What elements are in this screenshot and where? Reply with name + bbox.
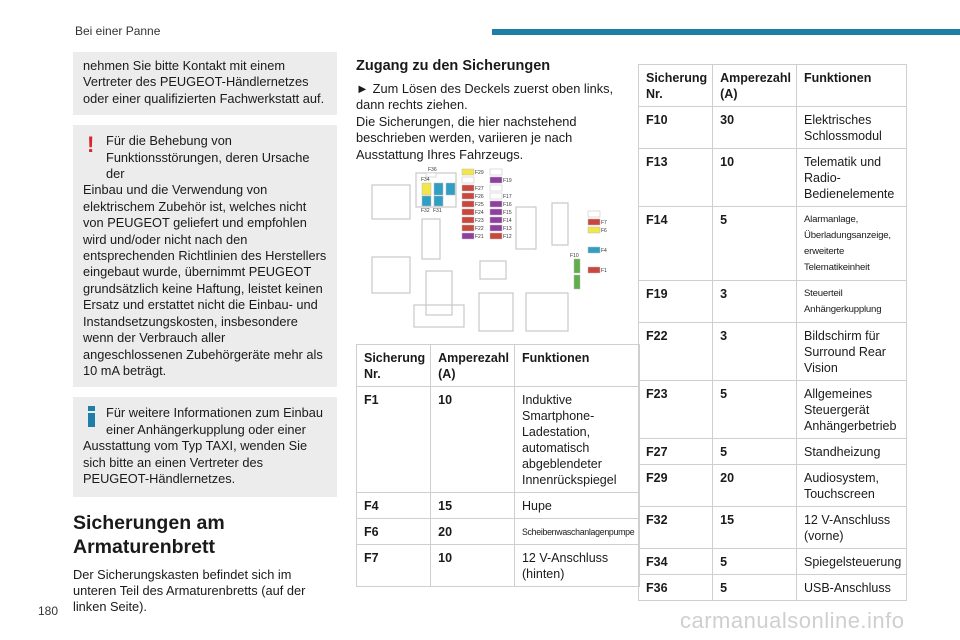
fuse-number-cell: F7 bbox=[357, 545, 431, 587]
fuse-label: F32 bbox=[421, 208, 430, 214]
diagram-relay bbox=[526, 293, 568, 331]
fuse-label: F23 bbox=[475, 218, 484, 224]
fuse-label: F12 bbox=[503, 234, 512, 240]
fuse-label: F15 bbox=[503, 210, 512, 216]
info-box-contact-text: nehmen Sie bitte Kontakt mit einem Vertreter des PEUGEOT-Händlernetzes oder einer qualifizierten Fachwerkstatt auf. bbox=[83, 58, 325, 106]
fuse-label: F25 bbox=[475, 202, 484, 208]
amperage-cell: 10 bbox=[431, 387, 515, 493]
fuse-label: F7 bbox=[601, 220, 607, 226]
header-amperage: Amperezahl (A) bbox=[431, 345, 515, 387]
header-amperage: Amperezahl (A) bbox=[713, 65, 797, 107]
header-fuse-number: Sicherung Nr. bbox=[357, 345, 431, 387]
fuse-label: F34 bbox=[421, 177, 430, 183]
fuse-slot bbox=[490, 193, 502, 199]
fuse-label: F13 bbox=[503, 226, 512, 232]
table-row bbox=[639, 281, 907, 323]
diagram-relay bbox=[372, 257, 410, 293]
warning-text-first: Für die Behebung von Funktionsstörungen, deren Ursache der bbox=[106, 133, 310, 182]
fuse-label: F36 bbox=[428, 167, 437, 173]
info-box-towbar bbox=[73, 397, 337, 497]
table-row bbox=[639, 107, 907, 149]
fuse-number-cell: F13 bbox=[639, 149, 713, 207]
fuse-slot bbox=[588, 227, 600, 233]
function-cell: Steuerteil Anhängerkupplung bbox=[796, 281, 906, 323]
fuse-label: F16 bbox=[503, 202, 512, 208]
watermark: carmanualsonline.info bbox=[680, 608, 905, 633]
fuse-slot bbox=[422, 183, 431, 195]
function-cell: Standheizung bbox=[796, 439, 906, 465]
function-cell: Allgemeines Steuergerät Anhängerbetrieb bbox=[796, 381, 906, 439]
function-cell: Elektrisches Schlossmodul bbox=[796, 107, 906, 149]
function-cell: Bildschirm für Surround Rear Vision bbox=[796, 323, 906, 381]
amperage-cell: 5 bbox=[713, 575, 797, 601]
fuse-label: F17 bbox=[503, 194, 512, 200]
fuse-slot bbox=[588, 211, 600, 217]
fuse-label: F21 bbox=[475, 234, 484, 240]
function-cell: Scheibenwaschanlagenpumpe bbox=[514, 519, 639, 545]
function-cell: Alarmanlage, Überladungsanzeige, erweiterte Telematikeinheit bbox=[796, 207, 906, 281]
fuse-slot bbox=[588, 219, 600, 225]
diagram-relay bbox=[516, 207, 536, 249]
amperage-cell: 15 bbox=[431, 493, 515, 519]
fuse-slot bbox=[490, 233, 502, 239]
fuse-table-1-header bbox=[357, 345, 640, 387]
fuse-slot bbox=[462, 169, 474, 175]
fuse-slot bbox=[462, 233, 474, 239]
amperage-cell: 5 bbox=[713, 549, 797, 575]
fuse-slot bbox=[434, 183, 443, 195]
fuse-number-cell: F22 bbox=[639, 323, 713, 381]
fuse-table-2-header bbox=[639, 65, 907, 107]
fuse-slot bbox=[574, 275, 580, 289]
table-row bbox=[357, 519, 640, 545]
fuse-label: F1 bbox=[601, 268, 607, 274]
amperage-cell: 10 bbox=[431, 545, 515, 587]
table-row bbox=[639, 575, 907, 601]
amperage-cell: 20 bbox=[713, 465, 797, 507]
warning-box bbox=[73, 125, 337, 387]
fuse-slot bbox=[490, 201, 502, 207]
table-row bbox=[639, 323, 907, 381]
fuse-slot bbox=[462, 201, 474, 207]
fuse-slot bbox=[422, 196, 431, 206]
info-text-first: Für weitere Informationen zum Einbau einer Anhängerkupplung oder einer bbox=[106, 405, 323, 437]
function-cell: Telematik und Radio-Bedienelemente bbox=[796, 149, 906, 207]
section-title-dashboard-fuses: Sicherungen am Armaturenbrett bbox=[73, 512, 225, 559]
fuse-slot bbox=[462, 209, 474, 215]
diagram-relay bbox=[414, 305, 464, 327]
table-row bbox=[639, 507, 907, 549]
function-cell: 12 V-Anschluss (vorne) bbox=[796, 507, 906, 549]
function-cell: USB-Anschluss bbox=[796, 575, 906, 601]
fuse-label: F24 bbox=[475, 210, 484, 216]
info-icon bbox=[88, 406, 96, 428]
fuse-label: F10 bbox=[570, 253, 579, 259]
fuse-number-cell: F29 bbox=[639, 465, 713, 507]
fuse-slot bbox=[574, 259, 580, 273]
fuse-slot bbox=[490, 177, 502, 183]
fuse-label: F4 bbox=[601, 248, 607, 254]
fuse-slot bbox=[462, 193, 474, 199]
fuse-label: F6 bbox=[601, 228, 607, 234]
fuse-number-cell: F32 bbox=[639, 507, 713, 549]
access-fuses-note: Die Sicherungen, die hier nachstehend beschrieben werden, variieren je nach Ausstattung Ihres Fahrzeugs. bbox=[356, 113, 577, 162]
fuse-slot bbox=[490, 185, 502, 191]
table-row bbox=[639, 381, 907, 439]
fuse-slot bbox=[434, 196, 443, 206]
access-fuses-title: Zugang zu den Sicherungen bbox=[356, 58, 551, 74]
table-row bbox=[639, 549, 907, 575]
diagram-relay bbox=[552, 203, 568, 245]
table-row bbox=[357, 387, 640, 493]
fuse-number-cell: F14 bbox=[639, 207, 713, 281]
header-functions: Funktionen bbox=[514, 345, 639, 387]
table-row bbox=[357, 545, 640, 587]
function-cell: Induktive Smartphone-Ladestation, automatisch abgeblendeter Innenrückspiegel bbox=[514, 387, 639, 493]
fuse-slot bbox=[490, 209, 502, 215]
warning-text-rest: Einbau und die Verwendung von elektrischem Zubehör ist, welches nicht von PEUGEOT geliefert und empfohlen wird und/oder nicht nach den entsprechenden Richtlinien des Herstellers eingebaut wurde, übernimmt PEUGEOT grundsätzlich keine Haftung, leistet keinen Ersatz und erstattet nicht die Einbau- und Instandsetzungskosten, insbesondere wenn der Verbrauch aller angeschlossenen Zubehörgeräte mehr als 10 mA beträgt. bbox=[83, 182, 327, 378]
fuse-label: F22 bbox=[475, 226, 484, 232]
amperage-cell: 30 bbox=[713, 107, 797, 149]
fuse-slot bbox=[462, 225, 474, 231]
fuse-slot bbox=[490, 225, 502, 231]
fuse-slot bbox=[490, 169, 502, 175]
fuse-label: F29 bbox=[475, 170, 484, 176]
table-row bbox=[639, 465, 907, 507]
page-number: 180 bbox=[38, 604, 59, 618]
header-fuse-number: Sicherung Nr. bbox=[639, 65, 713, 107]
fuse-label: F14 bbox=[503, 218, 512, 224]
fuse-label: F31 bbox=[433, 208, 442, 214]
section-text-fusebox-location: Der Sicherungskasten befindet sich im unteren Teil des Armaturenbretts (auf der linken Seite). bbox=[73, 567, 306, 615]
info-box-contact bbox=[73, 52, 337, 115]
fuse-number-cell: F6 bbox=[357, 519, 431, 545]
table-row bbox=[639, 149, 907, 207]
table-row bbox=[639, 439, 907, 465]
fuse-number-cell: F1 bbox=[357, 387, 431, 493]
fuse-slot bbox=[462, 177, 474, 183]
access-fuses-step-text: Zum Lösen des Deckels zuerst oben links, dann rechts ziehen. bbox=[356, 81, 614, 113]
fuse-label: F19 bbox=[503, 178, 512, 184]
fuse-number-cell: F23 bbox=[639, 381, 713, 439]
function-cell: Audiosystem, Touchscreen bbox=[796, 465, 906, 507]
function-cell: Spiegelsteuerung bbox=[796, 549, 906, 575]
table-row bbox=[639, 207, 907, 281]
fuse-number-cell: F34 bbox=[639, 549, 713, 575]
left-column bbox=[73, 52, 337, 615]
header-functions: Funktionen bbox=[796, 65, 906, 107]
fuse-number-cell: F19 bbox=[639, 281, 713, 323]
function-cell: Hupe bbox=[514, 493, 639, 519]
fuse-slot bbox=[588, 247, 600, 253]
fuse-slot bbox=[490, 217, 502, 223]
fuse-table-2 bbox=[638, 64, 907, 601]
table-row bbox=[357, 493, 640, 519]
diagram-relay bbox=[372, 185, 410, 219]
page-header-title: Bei einer Panne bbox=[75, 24, 161, 38]
middle-column bbox=[356, 57, 621, 163]
diagram-relay bbox=[426, 271, 452, 315]
fuse-number-cell: F27 bbox=[639, 439, 713, 465]
warning-exclamation-icon: ! bbox=[87, 132, 95, 158]
amperage-cell: 5 bbox=[713, 439, 797, 465]
fuse-slot bbox=[462, 185, 474, 191]
fuse-number-cell: F10 bbox=[639, 107, 713, 149]
step-arrow-icon: ► bbox=[356, 81, 369, 96]
amperage-cell: 10 bbox=[713, 149, 797, 207]
fuse-slot bbox=[588, 267, 600, 273]
fuse-table-1 bbox=[356, 344, 640, 587]
info-text-rest: Ausstattung vom Typ TAXI, wenden Sie sich bitte an einen Vertreter des PEUGEOT-Händlernetzes. bbox=[83, 438, 308, 486]
amperage-cell: 3 bbox=[713, 323, 797, 381]
diagram-relay bbox=[479, 293, 513, 331]
diagram-relay bbox=[480, 261, 506, 279]
fuse-slot bbox=[462, 217, 474, 223]
fusebox-diagram bbox=[366, 163, 610, 335]
amperage-cell: 5 bbox=[713, 207, 797, 281]
fuse-slot bbox=[446, 183, 455, 195]
amperage-cell: 20 bbox=[431, 519, 515, 545]
amperage-cell: 3 bbox=[713, 281, 797, 323]
diagram-relay bbox=[422, 219, 440, 259]
function-cell: 12 V-Anschluss (hinten) bbox=[514, 545, 639, 587]
amperage-cell: 5 bbox=[713, 381, 797, 439]
fuse-label: F26 bbox=[475, 194, 484, 200]
fuse-number-cell: F36 bbox=[639, 575, 713, 601]
access-fuses-step bbox=[356, 81, 621, 114]
fuse-number-cell: F4 bbox=[357, 493, 431, 519]
amperage-cell: 15 bbox=[713, 507, 797, 549]
fuse-label: F27 bbox=[475, 186, 484, 192]
header-accent-bar bbox=[492, 29, 960, 35]
